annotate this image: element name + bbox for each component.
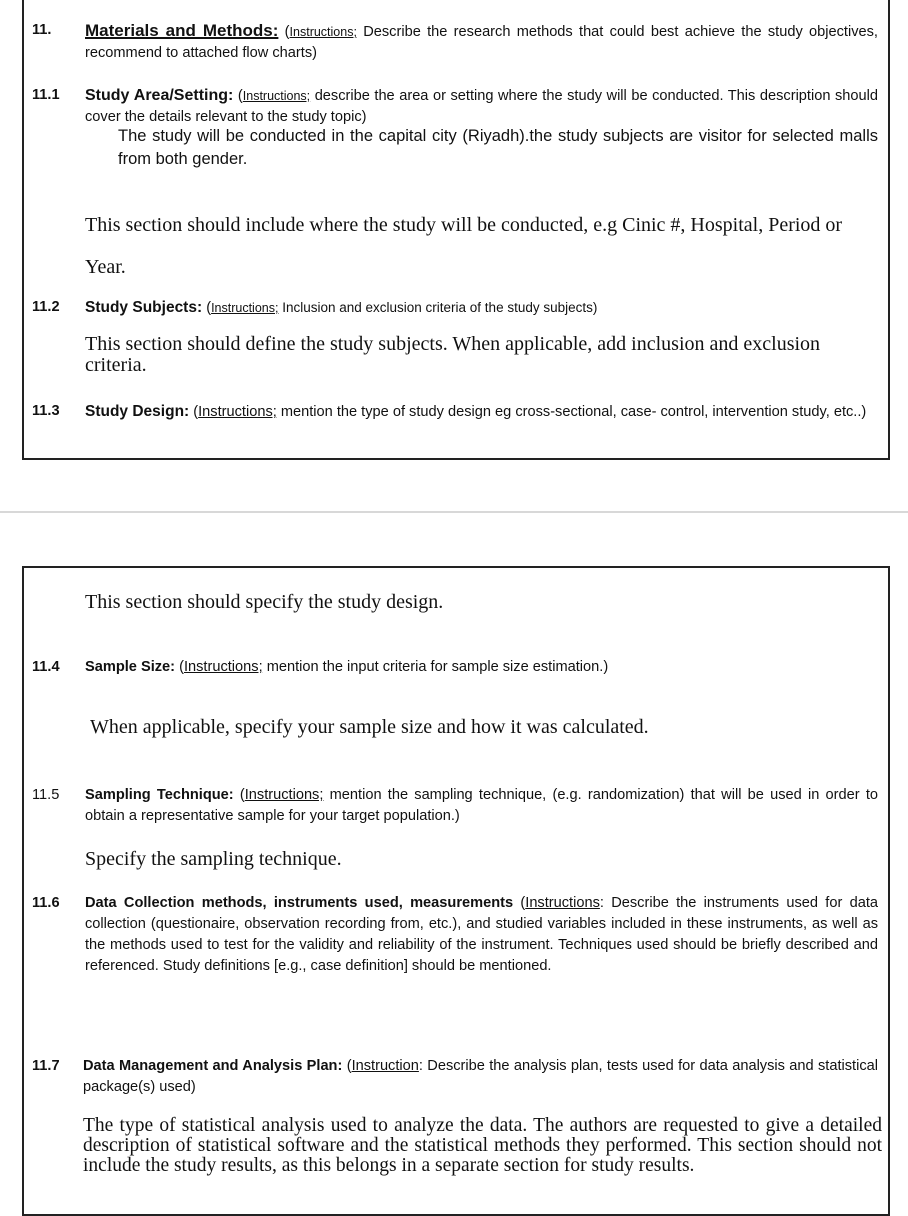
- sampling-technique-guide: Specify the sampling technique.: [85, 848, 342, 870]
- section-title: Data Management and Analysis Plan:: [83, 1058, 343, 1074]
- study-area-guide: This section should include where the study will be conducted, e.g Cinic #, Hospital, Period or Year.: [85, 214, 843, 278]
- study-subjects-guide: This section should define the study subjects. When applicable, add inclusion and exclusion criteria.: [85, 333, 821, 376]
- paren: (: [233, 787, 245, 803]
- section-title: Data Collection methods, instruments used, measurements: [85, 895, 514, 911]
- instructions-text: mention the sampling technique, (e.g. randomization) that will be used in order to obtain a representative sample for your target population.): [85, 787, 878, 824]
- section-number: 11.5: [32, 787, 60, 803]
- section-11-4: [32, 657, 878, 678]
- study-area-answer: The study will be conducted in the capital city (Riyadh).the study subjects are visitor for selected malls from both gender.: [118, 127, 878, 168]
- section-title: Study Subjects:: [85, 299, 203, 316]
- section-number: 11.6: [32, 895, 60, 911]
- sample-size-guide: When applicable, specify your sample size and how it was calculated.: [90, 716, 649, 738]
- instructions-label: Instructions;: [198, 404, 277, 420]
- section-number: 11.4: [32, 659, 60, 675]
- section-11: [32, 20, 878, 64]
- section-11-1: [32, 85, 878, 128]
- paren: (: [513, 895, 526, 911]
- instructions-label: Instructions;: [242, 89, 311, 103]
- paren: (: [175, 659, 184, 675]
- paren: (: [233, 88, 243, 104]
- section-number: 11.1: [32, 87, 60, 103]
- instructions-text: Describe the research methods that could best achieve the study objectives, recommend to attached flow charts): [85, 24, 878, 61]
- study-design-guide: This section should specify the study design.: [85, 591, 444, 613]
- instructions-text: Inclusion and exclusion criteria of the study subjects): [278, 300, 598, 315]
- instructions-label: Instruction: [351, 1058, 419, 1074]
- section-11-2: [32, 297, 878, 319]
- page-separator: [0, 511, 908, 513]
- section-11-7: [32, 1056, 878, 1098]
- instructions-text: : Describe the analysis plan, tests used for data analysis and statistical package(s) used): [83, 1058, 878, 1095]
- section-number: 11.2: [32, 299, 60, 315]
- analysis-plan-guide: The type of statistical analysis used to analyze the data. The authors are requested to give a detailed description of statistical software and the statistical methods they performed. This section should not include the study results, as this belongs in a separate section for study results.: [83, 1115, 882, 1176]
- paren: (: [342, 1058, 352, 1074]
- instructions-label: Instructions;: [183, 659, 263, 675]
- section-title: Study Design:: [85, 403, 190, 420]
- instructions-text: mention the input criteria for sample size estimation.): [262, 659, 609, 675]
- instructions-label: Instructions;: [211, 301, 279, 315]
- instructions-label: Instructions;: [289, 25, 357, 39]
- instructions-text: : Describe the instruments used for data collection (questionaire, observation recording from, etc.), and studied variables included in these instruments, as well as the methods used to test for the validity and reliability of the instrument. Techniques used should be briefly described and referenced. Study definitions [e.g., case definition] should be mentioned.: [85, 895, 879, 974]
- section-number: 11.: [32, 22, 52, 38]
- instructions-label: Instructions;: [244, 787, 324, 803]
- section-number: 11.7: [32, 1058, 60, 1074]
- paren: (: [189, 404, 199, 420]
- instructions-text: mention the type of study design eg cross-sectional, case- control, intervention study, etc..): [276, 404, 867, 420]
- section-title: Sample Size:: [85, 659, 176, 675]
- section-11-6: [32, 893, 878, 977]
- section-11-3: [32, 401, 878, 423]
- paren: (: [278, 24, 290, 40]
- section-title: Sampling Technique:: [85, 787, 234, 803]
- paren: (: [202, 300, 212, 316]
- instructions-text: describe the area or setting where the study will be conducted. This description should cover the details relevant to the study topic): [85, 88, 878, 125]
- instructions-label: Instructions: [525, 895, 600, 911]
- section-11-5: [32, 785, 878, 827]
- section-number: 11.3: [32, 403, 60, 419]
- document-page-1: [22, 0, 890, 460]
- section-title: Materials and Methods:: [85, 21, 279, 40]
- document-page-2: [22, 566, 890, 1216]
- section-title: Study Area/Setting:: [85, 87, 234, 104]
